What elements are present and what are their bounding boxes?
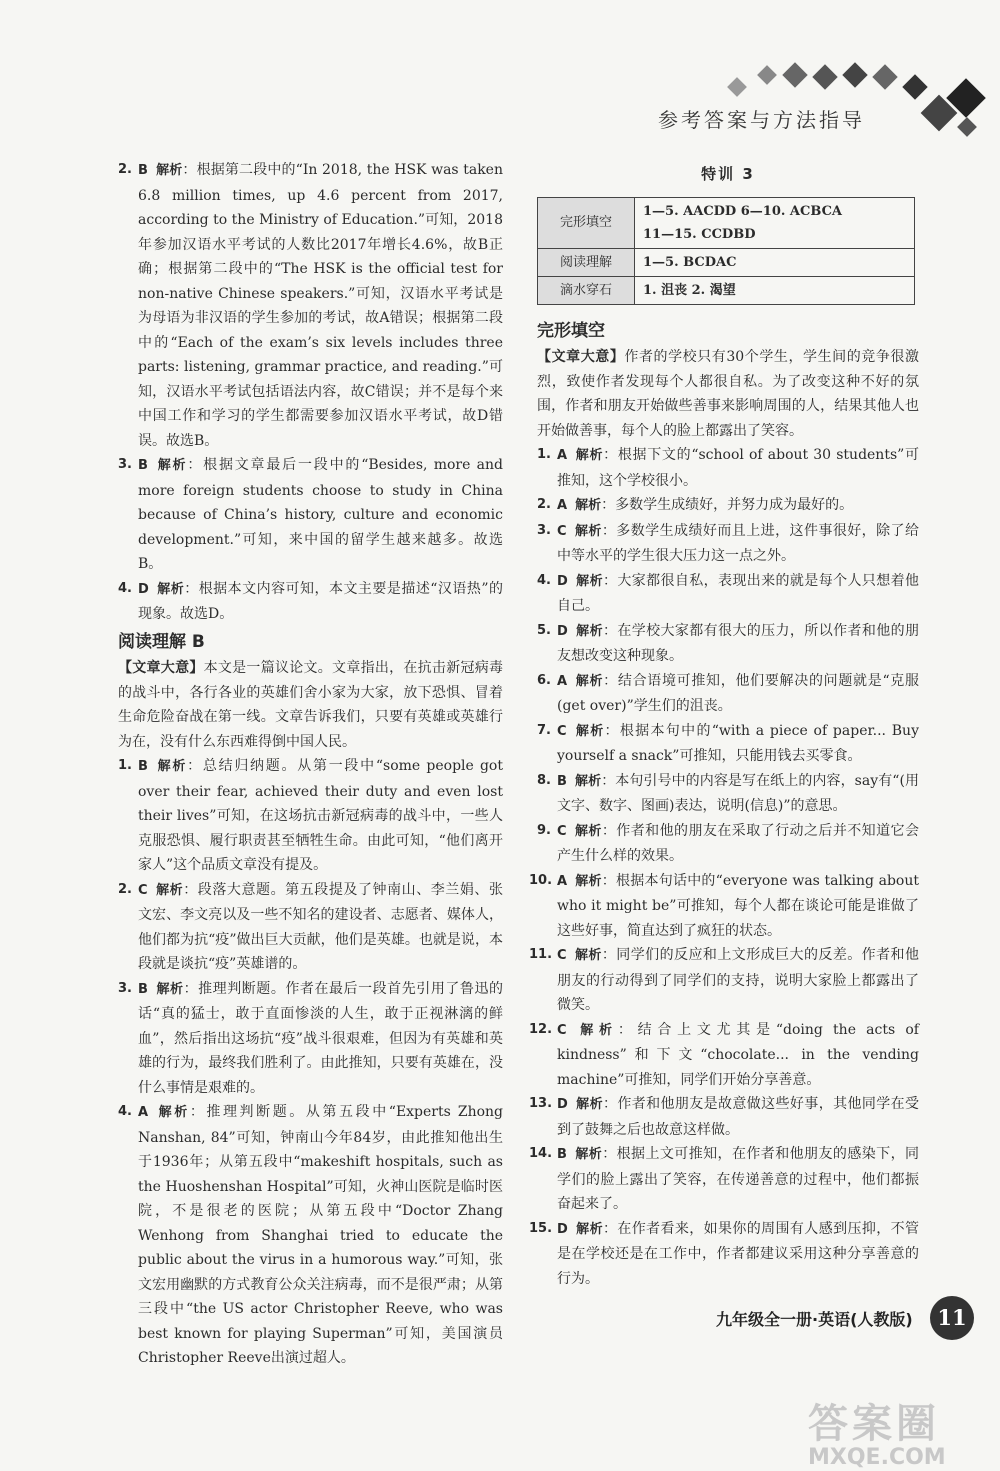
answer-item: 3. C 解析：多数学生成绩好而且上进，这件事很好，除了给中等水平的学生很大压力这一点之外。 xyxy=(537,522,919,564)
table-value: 1—5. BCDAC xyxy=(635,248,915,276)
answer-item: 9. C 解析：作者和他的朋友在采取了行动之后并不知道它会产生什么样的效果。 xyxy=(537,822,919,864)
article-summary: 【文章大意】作者的学校只有30个学生，学生间的竞争很激烈，致使作者发现每个人都很自私。为了改变这种不好的氛围，作者和朋友开始做些善事来影响周围的人，结果其他人也开始做善事，每个人的脸上都露出了笑容。 xyxy=(537,349,919,439)
table-label: 滴水穿石 xyxy=(538,276,635,304)
answer-item: 4. A 解析：推理判断题。从第五段中“Experts Zhong Nanshan, 84”可知，钟南山今年84岁，由此推知他出生于1936年；从第五段中“makeshift hospitals, such as the Huoshenshan Hospital”可知，火神山医院是临时医院，不是很老的医院；从第五段中“Doctor Zhang Wenhong from Shanghai tried to educate the public about the virus in a humorous way.”可知，张文宏用幽默的方式教育公众关注病毒，而不是很严肃；从第三段中“the US actor Christopher Reeve, who was best known for playing Superman”可知，美国演员Christopher Reeve出演过超人。 xyxy=(118,1104,503,1366)
left-column xyxy=(118,158,503,1371)
answer-item: 10. A 解析：根据本句话中的“everyone was talking about who it might be”可推知，每个人都在谈论可能是谁做了这些好事，简直达到了疯狂的状态。 xyxy=(529,872,919,939)
answer-item: 2. B 解析：根据第二段中的“In 2018, the HSK was taken 6.8 million times, up 4.6 percent from 2017, according to the Ministry of Education.”可知，2018年参加汉语水平考试的人数比2017年增长4.6%，故B正确；根据第二段中的“The HSK is the official test for non-native Chinese speakers.”可知，汉语水平考试是为母语为非汉语的学生参加的考试，故A错误；根据第二段中的“Each of the exam’s six levels includes three parts: listening, grammar practice, and reading.”可知，汉语水平考试包括语法内容，故C错误；并不是每个来中国工作和学习的学生都需要参加汉语水平考试，故D错误。故选B。 xyxy=(118,162,503,449)
answer-item: 7. C 解析：根据本句中的“with a piece of paper... Buy yourself a snack”可推知，只能用钱去买零食。 xyxy=(537,722,919,764)
answer-item: 5. D 解析：在学校大家都有很大的压力，所以作者和他的朋友想改变这种现象。 xyxy=(537,622,919,664)
right-column xyxy=(529,158,919,1291)
answer-item: 4. D 解析：大家都很自私，表现出来的就是每个人只想着他自己。 xyxy=(537,572,919,614)
answer-item: 8. B 解析：本句引号中的内容是写在纸上的内容，say有“(用文字、数字、图画)表达，说明(信息)”的意思。 xyxy=(537,772,919,814)
table-label: 完形填空 xyxy=(538,197,635,248)
section-title-reading-b: 阅读理解 B xyxy=(118,631,205,652)
answer-item: 4. D 解析：根据本文内容可知，本文主要是描述“汉语热”的现象。故选D。 xyxy=(118,580,503,622)
answer-item: 1. A 解析：根据下文的“school of about 30 students”可推知，这个学校很小。 xyxy=(537,447,919,489)
answer-item: 6. A 解析：结合语境可推知，他们要解决的问题就是“克服(get over)”学生们的沮丧。 xyxy=(537,672,919,714)
answer-table xyxy=(537,197,915,305)
answer-item: 13. D 解析：作者和他朋友是故意做这些好事，其他同学在受到了鼓舞之后也故意这样做。 xyxy=(529,1096,919,1138)
table-row xyxy=(538,248,915,276)
answer-item: 14. B 解析：根据上文可推知，在作者和他朋友的感染下，同学们的脸上露出了笑容，在传递善意的过程中，他们都振奋起来了。 xyxy=(529,1146,919,1212)
answer-item: 2. C 解析：段落大意题。第五段提及了钟南山、李兰娟、张文宏、李文亮以及一些不知名的建设者、志愿者、媒体人，他们都为抗“疫”做出巨大贡献，他们是英雄。也就是说，本段就是谈抗“疫”英雄谱的。 xyxy=(118,881,503,972)
answer-item: 12. C 解析：结合上文尤其是“doing the acts of kindness”和下文“chocolate... in the vending machine”可推知，同学们开始分享善意。 xyxy=(529,1021,919,1088)
table-row xyxy=(538,197,915,248)
answer-item: 15. D 解析：在作者看来，如果你的周围有人感到压抑，不管是在学校还是在工作中，作者都建议采用这种分享善意的行为。 xyxy=(529,1220,919,1287)
answer-item: 1. B 解析：总结归纳题。从第一段中“some people got over their fear, achieved their duty and even lost their lives”可知，在这场抗击新冠病毒的战斗中，一些人克服恐惧、履行职责甚至牺牲生命。由此可知，“他们离开家人”这个品质文章没有提及。 xyxy=(118,758,503,873)
table-value: 1—5. AACDD 6—10. ACBCA 11—15. CCDBD xyxy=(635,197,915,248)
header-title: 参考答案与方法指导 xyxy=(658,108,865,132)
article-summary: 【文章大意】本文是一篇议论文。文章指出，在抗击新冠病毒的战斗中，各行各业的英雄们舍小家为大家，放下恐惧、冒着生命危险奋战在第一线。文章告诉我们，只要有英雄或英雄行为在，没有什么东西难得倒中国人民。 xyxy=(118,660,504,750)
watermark-logo: 答案圈 MXQE.COM xyxy=(808,1401,946,1470)
page-number: 11 xyxy=(930,1296,974,1340)
table-row xyxy=(538,276,915,304)
footer-book-title: 九年级全一册·英语(人教版) xyxy=(716,1310,913,1329)
table-value: 1. 沮丧 2. 渴望 xyxy=(635,276,915,304)
answer-item: 2. A 解析：多数学生成绩好，并努力成为最好的。 xyxy=(537,497,854,513)
answer-item: 3. B 解析：根据文章最后一段中的“Besides, more and more foreign students choose to study in China because of China’s history, culture and economic development.”可知，来中国的留学生越来越多。故选B。 xyxy=(118,457,503,572)
table-label: 阅读理解 xyxy=(538,248,635,276)
answer-item: 11. C 解析：同学们的反应和上文形成巨大的反差。作者和他朋友的行动得到了同学们的支持，说明大家脸上都露出了微笑。 xyxy=(529,947,919,1013)
special-training-title: 特训 3 xyxy=(701,165,755,183)
section-title-cloze: 完形填空 xyxy=(537,320,605,341)
answer-item: 3. B 解析：推理判断题。作者在最后一段首先引用了鲁迅的话“真的猛士，敢于直面惨淡的人生，敢于正视淋漓的鲜血”，然后指出这场抗“疫”战斗很艰难，但因为有英雄和英雄的行为，最终我们胜利了。由此推知，只要有英雄在，没什么事情是艰难的。 xyxy=(118,980,503,1096)
